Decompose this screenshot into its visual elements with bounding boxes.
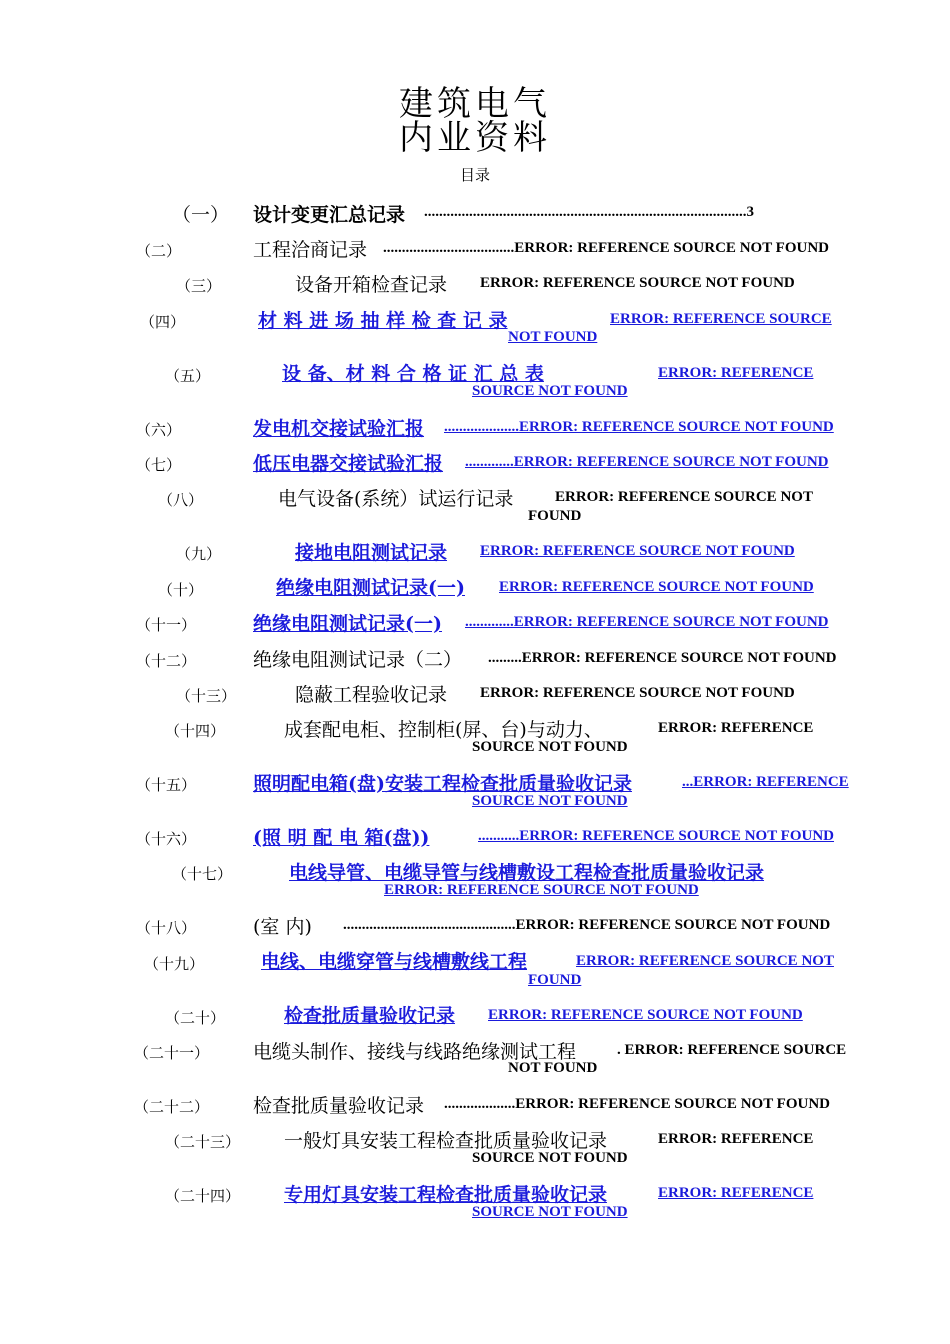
toc-entry-ref: ..............................................ERROR: REFERENCE SOURCE NOT FOUND — [343, 917, 831, 933]
toc-entry-number: （二十二） — [134, 1098, 210, 1116]
toc-entry-text[interactable]: 绝缘电阻测试记录(一) — [276, 577, 465, 599]
toc-entry-text[interactable]: 发电机交接试验汇报 — [253, 418, 425, 440]
toc-entry-ref-continued[interactable]: NOT FOUND — [508, 329, 598, 345]
toc-entry-ref[interactable]: ...ERROR: REFERENCE — [682, 774, 849, 790]
toc-entry-ref-continued[interactable]: ERROR: REFERENCE SOURCE NOT FOUND — [384, 882, 699, 898]
toc-entry-text: 一般灯具安装工程检查批质量验收记录 — [284, 1130, 608, 1152]
toc-entry-ref: ERROR: REFERENCE — [658, 720, 814, 736]
toc-entry-text: 成套配电柜、控制柜(屏、台)与动力、 — [284, 719, 603, 741]
toc-entry-number: （十三） — [176, 687, 237, 705]
toc-entry-number: （七） — [136, 456, 182, 474]
toc-entry-ref: ERROR: REFERENCE — [658, 1131, 814, 1147]
toc-entry-text: 电缆头制作、接线与线路绝缘测试工程 — [253, 1041, 577, 1063]
toc-entry-ref[interactable]: .............ERROR: REFERENCE SOURCE NOT FOUND — [465, 614, 829, 630]
toc-entry-ref[interactable]: ERROR: REFERENCE — [658, 1185, 814, 1201]
toc-entry-number: （二十四） — [165, 1187, 241, 1205]
toc-entry-number: （十四） — [165, 722, 226, 740]
toc-entry-text[interactable]: 电线、电缆穿管与线槽敷线工程 — [261, 951, 528, 973]
toc-entry-ref-continued: SOURCE NOT FOUND — [472, 1150, 628, 1166]
toc-entry-number: （二十） — [165, 1009, 226, 1027]
toc-entry-ref: . ERROR: REFERENCE SOURCE — [617, 1042, 847, 1058]
toc-entry-ref[interactable]: ERROR: REFERENCE SOURCE NOT FOUND — [488, 1007, 803, 1023]
toc-entry-ref[interactable]: .............ERROR: REFERENCE SOURCE NOT FOUND — [465, 454, 829, 470]
toc-entry-ref: ERROR: REFERENCE SOURCE NOT FOUND — [480, 275, 795, 291]
toc-entry-text[interactable]: 专用灯具安装工程检查批质量验收记录 — [284, 1184, 608, 1206]
toc-entry-text[interactable]: (照 明 配 电 箱(盘)) — [253, 827, 430, 849]
toc-entry-number: （六） — [136, 421, 182, 439]
toc-entry-number: （四） — [140, 313, 186, 331]
toc-entry-ref[interactable]: ....................ERROR: REFERENCE SOURCE NOT FOUND — [444, 419, 834, 435]
toc-entry-ref[interactable]: ...........ERROR: REFERENCE SOURCE NOT FOUND — [478, 828, 835, 844]
toc-entry-ref[interactable]: ERROR: REFERENCE SOURCE NOT — [576, 953, 834, 969]
toc-entry-number: （三） — [176, 277, 222, 295]
toc-entry-number: （十一） — [136, 616, 197, 634]
toc-entry-ref-continued[interactable]: SOURCE NOT FOUND — [472, 793, 628, 809]
toc-entry-ref: ......................................................................................3 — [424, 204, 754, 220]
toc-entry-number: （十六） — [136, 830, 197, 848]
toc-entry-text[interactable]: 设 备、材 料 合 格 证 汇 总 表 — [282, 363, 544, 385]
toc-entry-text: 设备开箱检查记录 — [295, 274, 448, 296]
toc-entry-text: 电气设备(系统）试运行记录 — [278, 488, 514, 510]
toc-entry-text: 隐蔽工程验收记录 — [295, 684, 448, 706]
toc-entry-ref[interactable]: ERROR: REFERENCE SOURCE NOT FOUND — [499, 579, 814, 595]
toc-heading: 目录 — [459, 166, 490, 184]
toc-entry-text[interactable]: 检查批质量验收记录 — [284, 1005, 456, 1027]
toc-entry-number: （五） — [165, 367, 211, 385]
toc-entry-ref-continued: FOUND — [528, 508, 582, 524]
toc-entry-ref-continued[interactable]: SOURCE NOT FOUND — [472, 383, 628, 399]
toc-entry-number: （一） — [172, 204, 230, 226]
toc-entry-ref: ERROR: REFERENCE SOURCE NOT — [555, 489, 813, 505]
toc-entry-number: （八） — [158, 491, 204, 509]
toc-entry-number: （二十一） — [134, 1044, 210, 1062]
toc-entry-number: （十） — [158, 581, 204, 599]
toc-entry-ref[interactable]: ERROR: REFERENCE SOURCE — [610, 311, 832, 327]
toc-entry-ref[interactable]: ERROR: REFERENCE — [658, 365, 814, 381]
toc-entry-text[interactable]: 接地电阻测试记录 — [295, 542, 448, 564]
document-title-line1: 建筑电气 — [399, 84, 551, 124]
document-title-line2: 内业资料 — [399, 118, 551, 158]
toc-entry-ref: .........ERROR: REFERENCE SOURCE NOT FOUND — [488, 650, 837, 666]
toc-entry-number: （十八） — [136, 919, 197, 937]
toc-entry-number: （十二） — [136, 652, 197, 670]
toc-entry-text: 检查批质量验收记录 — [253, 1095, 425, 1117]
toc-entry-text: 工程洽商记录 — [253, 239, 368, 261]
toc-entry-text[interactable]: 电线导管、电缆导管与线槽敷设工程检查批质量验收记录 — [289, 862, 765, 884]
toc-entry-number: （十九） — [144, 955, 205, 973]
toc-entry-number: （二） — [136, 242, 182, 260]
toc-entry-ref-continued[interactable]: SOURCE NOT FOUND — [472, 1204, 628, 1220]
toc-entry-number: （十七） — [172, 865, 233, 883]
toc-entry-ref-continued: NOT FOUND — [508, 1060, 598, 1076]
toc-entry-number: （十五） — [136, 776, 197, 794]
toc-entry-number: （二十三） — [165, 1133, 241, 1151]
toc-entry-text[interactable]: 材 料 进 场 抽 样 检 查 记 录 — [258, 310, 508, 332]
toc-entry-text[interactable]: 低压电器交接试验汇报 — [253, 453, 444, 475]
toc-entry-text[interactable]: 照明配电箱(盘)安装工程检查批质量验收记录 — [253, 773, 632, 795]
toc-entry-ref[interactable]: ERROR: REFERENCE SOURCE NOT FOUND — [480, 543, 795, 559]
toc-entry-ref-continued[interactable]: FOUND — [528, 972, 582, 988]
toc-entry-text: 设计变更汇总记录 — [253, 204, 406, 226]
toc-entry-number: （九） — [176, 545, 222, 563]
toc-entry-text: (室 内) — [253, 916, 312, 938]
toc-entry-ref: ERROR: REFERENCE SOURCE NOT FOUND — [480, 685, 795, 701]
toc-entry-ref: ...................................ERROR: REFERENCE SOURCE NOT FOUND — [383, 240, 830, 256]
toc-entry-text[interactable]: 绝缘电阻测试记录(一) — [253, 613, 442, 635]
toc-entry-ref: ...................ERROR: REFERENCE SOURCE NOT FOUND — [444, 1096, 831, 1112]
toc-entry-ref-continued: SOURCE NOT FOUND — [472, 739, 628, 755]
toc-entry-text: 绝缘电阻测试记录（二） — [253, 649, 463, 671]
